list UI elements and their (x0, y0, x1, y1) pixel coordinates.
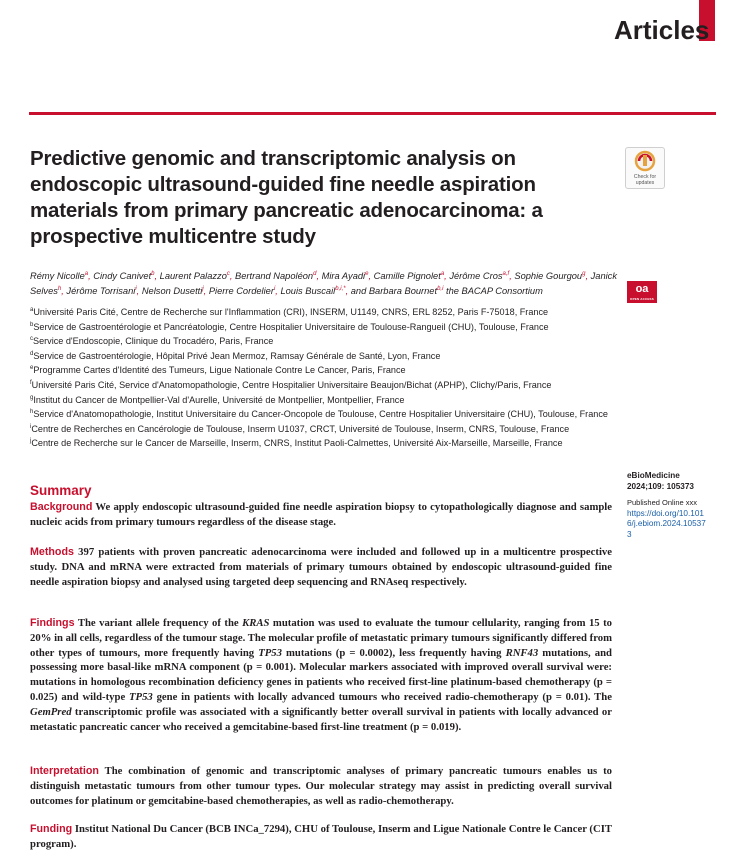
affiliation-marker: j (30, 438, 32, 445)
author-name: Cindy Canivet (93, 271, 152, 281)
author-name: the BACAP Consortium (446, 286, 543, 296)
author-affiliation-marker: j (202, 285, 204, 292)
affiliation-text: Université Paris Cité, Service d'Anatomopathologie, Centre Hospitalier Universitaire Beaujon/Bichat (APHP), Clichy/Paris, France (31, 379, 552, 390)
author-affiliation-marker: b,i (437, 285, 444, 292)
section-label-methods: Methods (30, 546, 74, 558)
affiliation-marker: h (30, 409, 34, 416)
author-affiliation-marker: e (365, 270, 369, 277)
summary-interpretation (30, 764, 612, 808)
affiliation-marker: g (30, 394, 34, 401)
affiliation-item (30, 436, 630, 451)
author-affiliation-marker: b,i,* (335, 285, 346, 292)
author-name: Pierre Cordelier (208, 286, 274, 296)
citation-sidebar (627, 471, 719, 540)
affiliation-item (30, 363, 630, 378)
author-name: Jérôme Cros (449, 271, 503, 281)
funding-text: Institut National Du Cancer (BCB INCa_7294), CHU of Toulouse, Inserm and Ligue Nationale Contre le Cancer (CIT program). (30, 823, 612, 850)
published-online: Published Online xxx (627, 498, 698, 507)
author-name: Laurent Palazzo (159, 271, 227, 281)
check-label-2: updates (635, 180, 655, 186)
author-name: Rémy Nicolle (30, 271, 85, 281)
affiliation-text: Service d'Endoscopie, Clinique du Trocadéro, Paris, France (33, 336, 274, 347)
author-affiliation-marker: i (273, 285, 276, 292)
summary-methods (30, 545, 612, 589)
affiliation-item (30, 349, 630, 364)
affiliation-list (30, 305, 630, 451)
affiliation-text: Institut du Cancer de Montpellier-Val d'Aurelle, Université de Montpellier, Montpellier, France (33, 394, 405, 405)
affiliation-item (30, 393, 630, 408)
summary-background (30, 500, 612, 530)
affiliation-text: Programme Cartes d'Identité des Tumeurs, Ligue Nationale Contre Le Cancer, Paris, France (33, 365, 406, 376)
affiliation-text: Service de Gastroentérologie et Pancréatologie, Centre Hospitalier Universitaire de Toulouse-Rangueil (CHU), Toulouse, France (33, 321, 549, 332)
interpretation-text: The combination of genomic and transcriptomic analyses of primary pancreatic tumours enables us to distinguish metastatic tumours from other tumour types. Our molecular strategy may assist in predicting overall survival outcomes for platinum or gemcitabine-based chemotherapies, as well as radio-chemotherapy. (30, 765, 612, 807)
affiliation-item (30, 422, 630, 437)
affiliation-marker: c (30, 336, 33, 343)
summary-funding (30, 822, 612, 852)
author-list: Rémy Nicolle$^a$, Cindy Canivet$^b$, Laurent Palazzo$^c$, Bertrand Napoléon$^d$, Mira Ayadi$^e$, Camille Pignolet$^a$, Jérôme Cros$^{a,f}$, Sophie Gourgou$^g$, Janick Selves$^h$, Jérôme Torrisani$^i$, Nelson Dusetti$^j$, Pierre Cordelier$^i$, Louis Buscail$^{b,i,*}$, and Barbara Bournet$^{b,i}$ the BACAP Consortium (30, 270, 617, 296)
author-name: Mira Ayadi (321, 271, 366, 281)
author-name: and Barbara Bournet (350, 286, 438, 296)
citation: 2024;109: 105373 (627, 481, 694, 491)
author-affiliation-marker: a (440, 270, 445, 277)
author-name: Jérôme Torrisani (66, 286, 136, 296)
affiliation-marker: d (30, 350, 34, 357)
section-label-interpretation: Interpretation (30, 765, 99, 777)
author-affiliation-marker: b (151, 270, 155, 277)
summary-heading: Summary (30, 483, 92, 498)
doi-link[interactable]: https://doi.org/10.1016/j.ebiom.2024.105373 (627, 508, 706, 539)
affiliation-text: Centre de Recherche sur le Cancer de Marseille, Inserm, CNRS, Institut Paoli-Calmettes, Université Aix-Marseille, Marseille, France (31, 438, 563, 449)
affiliation-text: Centre de Recherches en Cancérologie de Toulouse, Inserm U1037, CRCT, Université de Toulouse, Inserm, CNRS, Toulouse, France (31, 423, 570, 434)
article-title: Predictive genomic and transcriptomic analysis on endoscopic ultrasound-guided fine needle aspiration materials from primary pancreatic adenocarcinoma: a prospective multicentre study (30, 147, 543, 248)
affiliation-text: Service d'Anatomopathologie, Institut Universitaire du Cancer-Oncopole de Toulouse, Centre Hospitalier Universitaire (CHU), Toulouse, France (33, 409, 608, 420)
check-label-1: Check for (633, 174, 657, 180)
affiliation-item (30, 305, 630, 320)
author-name: Sophie Gourgou (514, 271, 583, 281)
affiliation-marker: e (30, 365, 34, 372)
author-affiliation-marker: h (57, 285, 62, 292)
header-rule (29, 112, 716, 115)
author-affiliation-marker: a,f (502, 270, 510, 277)
section-label: Articles (614, 15, 710, 45)
author-affiliation-marker: a (84, 270, 89, 277)
affiliation-item (30, 407, 630, 422)
affiliation-marker: f (30, 379, 32, 386)
author-affiliation-marker: i (135, 285, 137, 292)
affiliation-marker: i (30, 423, 32, 430)
author-name: Bertrand Napoléon (235, 271, 314, 281)
affiliation-item (30, 334, 630, 349)
section-label-background: Background (30, 501, 93, 513)
check-for-updates-badge[interactable] (625, 147, 665, 189)
author-affiliation-marker: c (226, 270, 230, 277)
findings-text: The variant allele frequency of the KRAS mutation was used to evaluate the tumour cellularity, ranging from 15 to 20% in all cells, regardless of the tumour stage. The molecular profile of metastatic primary tumours significantly differed from other types of tumours, more frequently having TP53 mutations (p = 0.0002), less frequently having RNF43 mutations, and possessing more basal-like mRNA component (p = 0.001). Molecular markers associated with improved overall survival were: mutations in homologous recombination deficiency genes in patients who received first-line platinum-based chemotherapy (p = 0.025) and wild-type TP53 gene in patients with locally advanced tumours who received radio-chemotherapy (p = 0.01). The GemPred transcriptomic profile was associated with a significantly better overall survival in patients with locally advanced or metastatic pancreatic cancer who received a gemcitabine-based first-line treatment (p = 0.019). (30, 617, 613, 733)
author-name: Camille Pignolet (373, 271, 441, 281)
summary-findings (30, 616, 612, 734)
affiliation-text: Université Paris Cité, Centre de Recherche sur l'Inflammation (CRI), INSERM, U1149, CNRS, ERL 8252, Paris F-75018, France (33, 307, 549, 317)
author-name: Nelson Dusetti (141, 286, 203, 296)
author-affiliation-marker: g (582, 270, 586, 277)
methods-text: 397 patients with proven pancreatic adenocarcinoma were included and followed up in a multicentre prospective study. DNA and mRNA were extracted from materials of primary tumours obtained by endoscopic ultrasound-guided fine needle aspiration biopsy and analysed using targeted deep sequencing and RNAseq respectively. (30, 546, 613, 588)
affiliation-item (30, 378, 630, 393)
background-text: We apply endoscopic ultrasound-guided fine needle aspiration biopsy to cytopathologically diagnose and sample nucleic acids from primary tumours regardless of the disease stage. (30, 501, 612, 528)
author-name: Janick Selves (30, 271, 617, 296)
section-label-findings: Findings (30, 617, 75, 629)
crossmark-icon (626, 148, 664, 174)
open-access-icon (627, 281, 657, 303)
author-affiliation-marker: d (313, 270, 317, 277)
section-label-funding: Funding (30, 823, 73, 835)
oa-label: oa (635, 283, 649, 295)
affiliation-marker: a (30, 306, 34, 313)
affiliation-text: Service de Gastroentérologie, Hôpital Privé Jean Mermoz, Ramsay Générale de Santé, Lyon, France (33, 350, 441, 361)
affiliation-item (30, 320, 630, 335)
oa-sublabel: OPEN ACCESS (630, 297, 654, 301)
affiliation-marker: b (30, 321, 34, 328)
journal-name: eBioMedicine (627, 471, 680, 480)
author-name: Louis Buscail (280, 286, 336, 296)
